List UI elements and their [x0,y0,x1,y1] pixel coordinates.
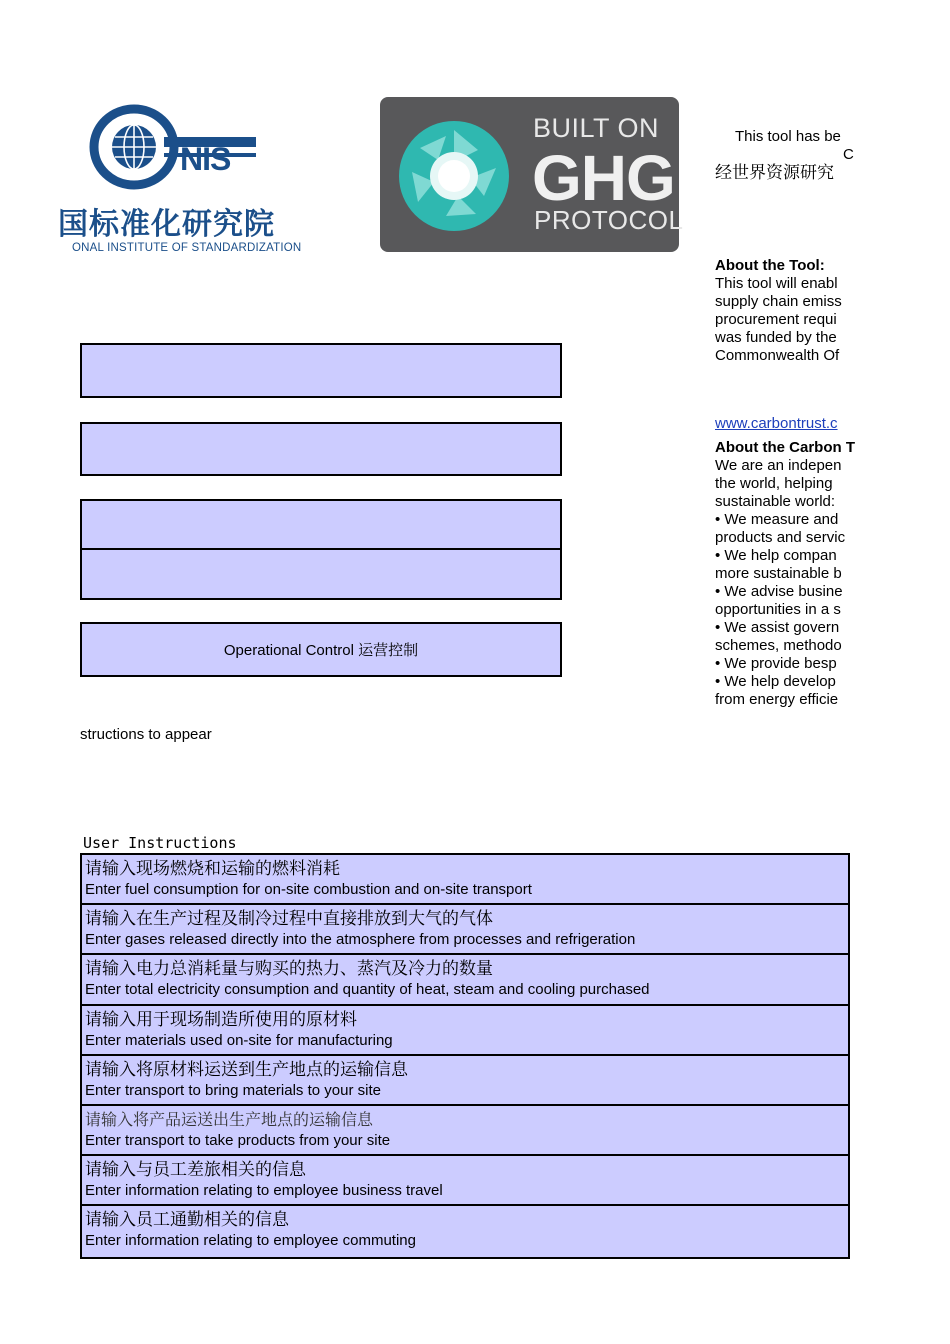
instruction-note: structions to appear [80,726,212,743]
about-tool-line: This tool will enabl [715,275,838,292]
instruction-en: Enter transport to take products from your site [85,1131,391,1149]
cnis-chinese-name: 国标准化研究院 [58,207,275,242]
about-ct-line: • We advise busine [715,583,843,600]
input-box-4[interactable] [80,548,562,600]
instruction-en: Enter gases released directly into the atmosphere from processes and refrigeration [85,931,636,949]
instructions-table [80,853,850,1259]
instruction-row[interactable] [82,955,848,1005]
about-ct-line: more sustainable b [715,565,842,582]
instruction-en: Enter information relating to employee business travel [85,1182,443,1200]
about-tool-line: procurement requi [715,311,837,328]
about-tool-line: Commonwealth Of [715,347,840,364]
instruction-zh: 请输入将产品运送出生产地点的运输信息 [85,1109,374,1129]
aperture-icon [398,120,510,232]
globe-icon [90,107,260,192]
cnis-mark-text: NIS [180,141,231,177]
instruction-zh: 请输入与员工差旅相关的信息 [85,1160,306,1180]
about-ct-line: opportunities in a s [715,601,841,618]
instruction-zh: 请输入现场燃烧和运输的燃料消耗 [85,859,340,878]
badge-protocol: PROTOCOL [534,205,684,235]
badge-built-on: BUILT ON [533,113,660,143]
instruction-en: Enter fuel consumption for on-site combustion and on-site transport [85,881,532,898]
intro-line: This tool has be [735,128,841,145]
cnis-logo [58,105,330,260]
boundary-select[interactable]: Operational Control 运营控制 [80,622,562,677]
instruction-row[interactable] [82,855,848,905]
instructions-caption: User Instructions [83,834,237,852]
about-ct-line: the world, helping [715,475,833,492]
instruction-row[interactable] [82,1206,848,1256]
input-box-1[interactable] [80,343,562,398]
about-ct-line: • We assist govern [715,619,840,636]
about-ct-line: products and servic [715,529,846,546]
input-box-3[interactable] [80,499,562,550]
instruction-zh: 请输入将原材料运送到生产地点的运输信息 [85,1059,408,1079]
instruction-row[interactable] [82,1156,848,1206]
ghg-protocol-badge [380,97,684,252]
badge-ghg: GHG [532,142,675,214]
cnis-english-name: ONAL INSTITUTE OF STANDARDIZATION [72,242,302,254]
carbontrust-link[interactable]: www.carbontrust.c [715,415,838,432]
about-ct-line: sustainable world: [715,493,836,510]
about-ct-line: We are an indepen [715,457,842,474]
about-ct-line: schemes, methodo [715,637,842,654]
instruction-en: Enter information relating to employee commuting [85,1232,416,1250]
about-tool-heading: About the Tool: [715,257,825,274]
about-tool-line: was funded by the [715,329,837,346]
right-info-column [715,128,855,728]
instruction-row[interactable] [82,905,848,955]
about-ct-line: • We measure and [715,511,839,528]
instruction-row[interactable] [82,1106,848,1156]
instruction-en: Enter total electricity consumption and quantity of heat, steam and cooling purchased [85,981,650,999]
input-box-2[interactable] [80,422,562,476]
instruction-en: Enter transport to bring materials to your site [85,1081,381,1099]
about-ct-line: • We help develop [715,673,836,690]
about-ct-line: from energy efficie [715,691,839,708]
about-ct-line: • We provide besp [715,655,837,672]
instruction-zh: 请输入用于现场制造所使用的原材料 [85,1009,357,1029]
instruction-zh: 请输入员工通勤相关的信息 [85,1210,289,1230]
instruction-row[interactable] [82,1056,848,1106]
instruction-zh: 请输入在生产过程及制冷过程中直接排放到大气的气体 [85,909,493,929]
about-ct-line: • We help compan [715,547,837,564]
about-tool-line: supply chain emiss [715,293,842,310]
instruction-zh: 请输入电力总消耗量与购买的热力、蒸汽及冷力的数量 [85,959,493,979]
instruction-en: Enter materials used on-site for manufacturing [85,1031,393,1049]
intro-line: C [843,146,854,163]
instruction-row[interactable] [82,1006,848,1056]
about-ct-heading: About the Carbon T [715,439,855,456]
intro-line-chinese: 经世界资源研究 [715,163,834,182]
